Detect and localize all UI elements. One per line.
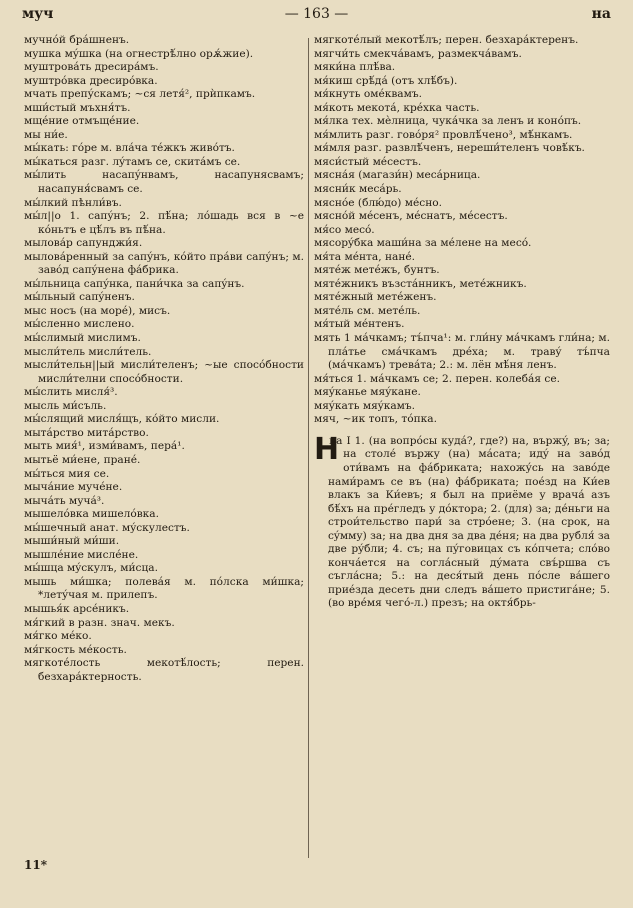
dictionary-entry: мясорýбка маши́на за мéлене на месó.: [314, 237, 532, 250]
dictionary-entry: мы́ться мия се.: [24, 467, 110, 480]
dictionary-entry: мять 1 мáчкамъ; тъ́пча¹: м. гли́ну мáчкамъ гли́на; м. плáтье смáчкамъ дрéха; м. травý тъ́пча (мáчкамъ) тревáта; 2.: м. лён мѣ́ня ленъ.: [314, 332, 610, 372]
dictionary-entry: мышлéние мислéне.: [24, 548, 139, 561]
dictionary-entry: мысли́тель мисли́тель.: [24, 345, 152, 358]
dictionary-entry: мяýкать мяýкамъ.: [314, 399, 416, 412]
dictionary-entry: мя́киш срѣ́дá (отъ хлѣ́бъ).: [314, 74, 458, 87]
page-number: — 163 —: [284, 6, 349, 22]
dictionary-entry: мы́льница сапýнка, пани́чка за сапýнъ.: [24, 277, 245, 290]
dictionary-entry: мяси́стый мéсестъ.: [314, 155, 422, 168]
dictionary-entry: мытьё ми́ене, пранé.: [24, 453, 141, 466]
left-column: [24, 34, 304, 684]
dictionary-entry: мычáть мучá³.: [24, 494, 105, 507]
dictionary-entry: мя́ться 1. мáчкамъ се; 2. перен. колебáя се.: [314, 372, 560, 385]
dictionary-entry: мяснóе (блю́до) мéсно.: [314, 196, 443, 209]
dictionary-entry: мя́со месó.: [314, 223, 375, 236]
dictionary-entry: мучнóй брáшненъ.: [24, 34, 130, 46]
dictionary-entry: мы́шечный анат. мýскулестъ.: [24, 521, 190, 534]
dictionary-entry: мяч, ~ик топъ, тóпка.: [314, 413, 437, 426]
dictionary-entry: мы́сленно мислено.: [24, 318, 135, 331]
column-divider: [308, 38, 309, 858]
dictionary-entry: мыть мия́¹, изми́вамъ, перá¹.: [24, 440, 185, 453]
dictionary-entry: мыловáренный за сапýнъ, кóйто прáви сапýнъ; м. завóд сапýнена фáбрика.: [24, 250, 304, 277]
dictionary-entry: мы́слить мисля́³.: [24, 386, 118, 399]
dictionary-entry: мы́лкий пѣнли́въ.: [24, 196, 122, 209]
dictionary-entry: мя́тый мéнтенъ.: [314, 318, 405, 331]
dictionary-entry: мы́кать: гóре м. влáча тéжкъ живóтъ.: [24, 142, 235, 155]
dictionary-entry: мя́лка тех. мѐлница, чукáчка за ленъ и конóпъ.: [314, 115, 582, 128]
dictionary-entry: мягчи́ть смекчáвамъ, размекчáвамъ.: [314, 47, 522, 60]
dictionary-entry: мятéж метéжъ, бунтъ.: [314, 264, 440, 277]
dictionary-entry: мя́та мéнта, нанé.: [314, 250, 416, 263]
drop-cap: Н: [314, 431, 340, 467]
right-column: [314, 34, 610, 611]
dictionary-entry: мы́слимый мислимъ.: [24, 332, 141, 345]
header-right-guide-word: на: [591, 6, 611, 22]
dictionary-entry: мушка мýшка (на огнестрѣ́лно орѫ́жие).: [24, 47, 254, 60]
dictionary-entry: мяýканье мяýкане.: [314, 386, 421, 399]
dictionary-entry: мя́коть мекотá, крéхка часть.: [314, 101, 480, 114]
header-left-guide-word: муч: [22, 6, 54, 22]
dictionary-entry: мышь ми́шка; полевáя м. пóлска ми́шка; *летýчая м. прилепъ.: [24, 575, 304, 602]
dictionary-entry: мягкотéлый мекотѣ́лъ; перен. безхарáктеренъ.: [314, 34, 579, 46]
page-header: [22, 6, 611, 32]
dictionary-entry: мытáрство митáрство.: [24, 426, 149, 439]
dictionary-entry: муштровáть дресирáмъ.: [24, 61, 159, 74]
dictionary-entry: мятéжникъ възстáнникъ, метéжникъ.: [314, 277, 527, 290]
dictionary-entry: мяснáя (магази́н) месáрница.: [314, 169, 481, 182]
dictionary-entry: мы́л||о 1. сапýнъ; 2. пѣ́на; лóшадь вся в ~е кóньтъ е цѣ́лъ въ пѣ́на.: [24, 210, 304, 236]
dictionary-entry: мяки́на плѣ́ва.: [314, 61, 396, 74]
dictionary-entry: мыс носъ (на морé), мисъ.: [24, 304, 171, 317]
dictionary-entry: мятéль см. метéль.: [314, 304, 421, 317]
dictionary-entry-na: [314, 431, 610, 611]
dictionary-entry: мысль ми́съль.: [24, 399, 107, 412]
dictionary-entry: мы́шца мýскулъ, ми́сца.: [24, 562, 158, 575]
dictionary-entry: мя́гкость мéкость.: [24, 643, 127, 656]
dictionary-entry: мя́мля разг. развлѣ́ченъ, нереши́теленъ човѣ́къ.: [314, 142, 585, 155]
dictionary-entry: мя́млить разг. говóря² провлѣ́чено³, мѣ́нкамъ.: [314, 128, 573, 141]
dictionary-entry: мыловáр сапунджи́я.: [24, 237, 143, 250]
dictionary-entry: мыши́ный ми́ши.: [24, 535, 120, 548]
dictionary-entry: мясни́к месáрь.: [314, 183, 402, 196]
dictionary-entry: мятéжный метéженъ.: [314, 291, 437, 304]
page-signature: 11*: [24, 858, 47, 872]
dictionary-entry: мя́гко мéко.: [24, 630, 92, 643]
dictionary-entry: мышья́к арсéникъ.: [24, 602, 130, 615]
dictionary-entry: мяснóй мéсенъ, мéснатъ, мéсестъ.: [314, 210, 508, 223]
dictionary-entry: мы́лить насапýнвамъ, насапунясвамъ; насапуня́свамъ се.: [24, 169, 304, 196]
dictionary-entry: мычáние мучéне.: [24, 481, 123, 494]
dictionary-entry: мягкотéлость мекотѣ́лость; перен. безхарáктерность.: [24, 657, 304, 683]
dictionary-entry: мя́гкий в разн. знач. мекъ.: [24, 616, 175, 629]
dictionary-entry: мы ни́е.: [24, 128, 68, 141]
dictionary-entry: мши́стый мъхня́тъ.: [24, 101, 131, 114]
dictionary-entry: муштрóвка дресирóвка.: [24, 74, 158, 87]
dictionary-entry: мысли́тельн||ый мисли́теленъ; ~ые спосóбности мисли́телни спосóбности.: [24, 359, 304, 385]
dictionary-entry: мы́каться разг. лýтамъ се, скитáмъ се.: [24, 155, 241, 168]
dictionary-entry: мя́кнуть омéквамъ.: [314, 88, 422, 101]
right-column-entries: [314, 34, 610, 427]
dictionary-entry: мы́слящий мисля́щъ, кóйто мисли.: [24, 413, 220, 426]
dictionary-entry: мщéние отмъщéние.: [24, 115, 140, 128]
dictionary-entry: мы́льный сапýненъ.: [24, 291, 135, 304]
dictionary-entry: мышелóвка мишелóвка.: [24, 508, 159, 521]
entry-text: на I 1. (на вопро́сы кудá?, где?) на, вържý, въ; за; на столé вържу (на) мáсата; идý на завóд оти́вамъ на фáбриката; нахожу́сь на завóде нами́рамъ се въ (на) фáбриката; поéзд на Ки́ев влакъ за Ки́евъ; я был на приёме у врачá азъ бѣ́хъ на прéгледъ у дóктора; 2. (для) за; дéньги на строи́тельство пари́ за стрóене; 3. (на срок, на сýмму) за; на два дня за два дéня; на два рубля́ за две рýбли; 4. съ; на пýговицах съ кóпчета; слóво кончáется на соглáсный дýмата свъ́ршва съ съглáсна; 5.: на деся́тый день пóсле вáшего приéзда десеть дни следъ вáшето пристигáне; 5. (во врéмя чегó-л.) презъ; на октя́брь-: [328, 434, 610, 610]
dictionary-entry: мчать препýскамъ; ~ся летя́², прѝпкамъ.: [24, 88, 256, 101]
